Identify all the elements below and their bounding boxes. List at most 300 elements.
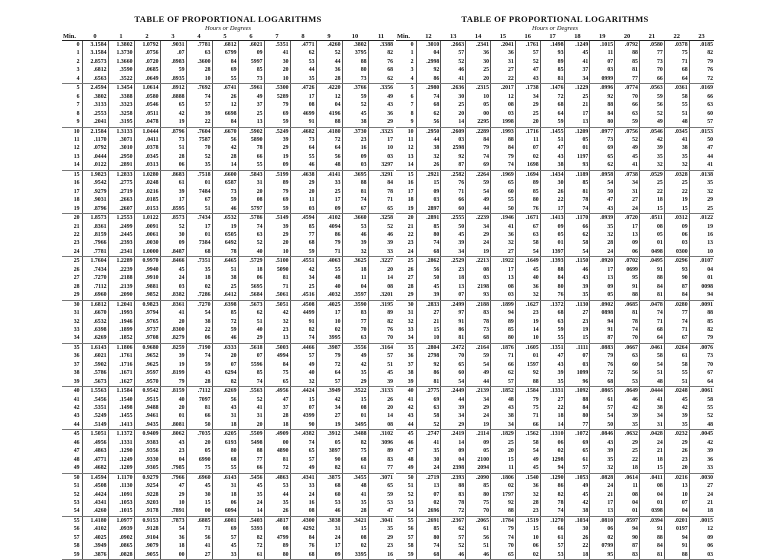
log-value-cell: .2090: [466, 473, 491, 482]
table-row: [62, 274, 394, 282]
log-value-cell: 32: [590, 231, 615, 239]
log-value-cell: 02: [540, 447, 565, 455]
log-value-cell: 2598: [441, 144, 466, 152]
left-table-subtitle: Hours or Degrees: [205, 25, 251, 32]
table-row: [396, 507, 714, 516]
log-value-cell: 59: [639, 93, 664, 101]
log-value-cell: 67: [664, 334, 689, 343]
table-row: [62, 387, 394, 396]
log-value-cell: .2164: [466, 343, 491, 352]
table-row: [62, 343, 394, 352]
log-value-cell: .8259: [160, 343, 186, 352]
log-value-cell: .1852: [108, 334, 134, 343]
log-value-cell: 35: [290, 75, 316, 84]
log-value-cell: .0185: [134, 196, 160, 204]
left-table-page: [62, 14, 394, 560]
log-value-cell: 29: [615, 439, 640, 447]
table-row: [396, 66, 714, 74]
log-value-cell: .4341: [290, 473, 316, 482]
log-value-cell: 00: [186, 507, 212, 516]
log-value-cell: 51: [664, 378, 689, 387]
log-value-cell: 18: [186, 274, 212, 282]
minute-cell: 31: [73, 310, 80, 317]
table-row: [62, 257, 394, 266]
log-value-cell: 72: [316, 361, 342, 369]
log-value-cell: .3695: [342, 170, 368, 179]
log-value-cell: 28: [590, 239, 615, 247]
left-header-8: 8: [290, 33, 316, 41]
log-value-cell: 54: [590, 412, 615, 420]
minute-cell: 21: [73, 223, 80, 230]
log-value-cell: 82: [689, 49, 714, 57]
log-value-cell: .2529: [441, 257, 466, 266]
log-value-cell: .0756: [615, 127, 640, 136]
log-value-cell: .2921: [416, 170, 441, 179]
log-value-cell: 30: [416, 456, 441, 464]
log-value-cell: .3195: [368, 300, 394, 309]
log-value-cell: 54: [590, 179, 615, 187]
table-row: [396, 161, 714, 170]
log-value-cell: .5003: [264, 343, 290, 352]
log-value-cell: .6269: [212, 387, 238, 396]
log-value-cell: 09: [689, 534, 714, 542]
log-value-cell: .5051: [264, 300, 290, 309]
log-value-cell: .1053: [565, 473, 590, 482]
log-value-cell: 08: [368, 421, 394, 430]
table-row: [62, 404, 394, 412]
log-value-cell: 18: [264, 421, 290, 430]
log-value-cell: 79: [689, 334, 714, 343]
log-value-cell: 45: [515, 464, 540, 473]
minute-cell: 23: [73, 240, 80, 247]
log-value-cell: 92: [441, 153, 466, 161]
log-value-cell: 67: [515, 223, 540, 231]
log-value-cell: .07: [160, 49, 186, 57]
right-header-22: 22: [664, 33, 689, 41]
log-value-cell: 54: [441, 378, 466, 387]
log-value-cell: 77: [290, 231, 316, 239]
log-value-cell: 70: [368, 334, 394, 343]
log-value-cell: .6960: [186, 473, 212, 482]
log-value-cell: 23: [664, 456, 689, 464]
log-value-cell: .3356: [368, 84, 394, 93]
log-value-cell: 84: [565, 404, 590, 412]
log-value-cell: 02: [515, 551, 540, 560]
log-value-cell: .3164: [368, 343, 394, 352]
log-value-cell: 45: [441, 231, 466, 239]
log-value-cell: 49: [290, 464, 316, 473]
left-table-body: [62, 41, 394, 560]
log-value-cell: 2798: [416, 352, 441, 360]
minute-cell: 41: [73, 396, 80, 403]
log-value-cell: 15: [664, 205, 689, 214]
log-value-cell: 30: [466, 58, 491, 66]
log-value-cell: .2188: [466, 300, 491, 309]
table-row: [62, 412, 394, 420]
log-value-cell: 64: [316, 144, 342, 152]
log-value-cell: 45: [238, 482, 264, 490]
log-value-cell: 35: [664, 421, 689, 430]
log-value-cell: 15: [515, 525, 540, 533]
log-value-cell: 63: [615, 352, 640, 360]
log-value-cell: .0248: [134, 179, 160, 187]
log-value-cell: .1170: [565, 214, 590, 223]
log-value-cell: .0580: [134, 93, 160, 101]
log-value-cell: .3522: [108, 75, 134, 84]
log-value-cell: .1393: [540, 257, 565, 266]
log-value-cell: 25: [441, 101, 466, 109]
log-value-cell: .1716: [108, 361, 134, 369]
log-value-cell: .6333: [212, 343, 238, 352]
log-value-cell: 30: [441, 93, 466, 101]
log-value-cell: 09: [264, 161, 290, 170]
table-row: [62, 179, 394, 187]
table-row: [396, 188, 714, 196]
log-value-cell: 75: [515, 404, 540, 412]
log-value-cell: 1.3454: [108, 84, 134, 93]
log-value-cell: 57: [490, 378, 515, 387]
log-value-cell: 44: [441, 396, 466, 404]
log-value-cell: 94: [540, 464, 565, 473]
log-value-cell: .1455: [540, 127, 565, 136]
log-value-cell: 52: [238, 239, 264, 247]
log-value-cell: 60: [615, 361, 640, 369]
log-value-cell: 85: [466, 482, 491, 490]
log-value-cell: 0898: [590, 309, 615, 317]
left-header-2: 2: [134, 33, 160, 41]
log-value-cell: .5456: [82, 396, 108, 404]
log-value-cell: .8796: [160, 127, 186, 136]
table-row: [62, 352, 394, 360]
table-row: [396, 421, 714, 430]
log-value-cell: 74: [565, 205, 590, 214]
log-value-cell: .3590: [108, 66, 134, 74]
table-row: [62, 188, 394, 196]
minute-cell: 6: [76, 93, 80, 100]
minute-cell: 2: [410, 58, 414, 65]
log-value-cell: 22: [664, 188, 689, 196]
table-row: [62, 84, 394, 93]
log-value-cell: .0977: [590, 127, 615, 136]
log-value-cell: .8595: [160, 205, 186, 214]
log-value-cell: 0699: [615, 266, 640, 274]
log-value-cell: 20: [664, 464, 689, 473]
minute-cell: 46: [407, 439, 414, 446]
log-value-cell: 38: [540, 161, 565, 170]
log-value-cell: 87: [441, 161, 466, 170]
log-value-cell: .7434: [82, 266, 108, 274]
log-value-cell: 40: [290, 369, 316, 377]
log-value-cell: 76: [540, 291, 565, 300]
table-row: [62, 482, 394, 490]
table-row: [396, 326, 714, 334]
minute-cell: 30: [407, 301, 414, 308]
log-value-cell: 70: [615, 93, 640, 101]
log-value-cell: 17: [615, 223, 640, 231]
log-value-cell: 16: [342, 144, 368, 152]
table-row: [396, 266, 714, 274]
right-header-row: [396, 33, 714, 41]
table-row: [396, 343, 714, 352]
log-value-cell: .5199: [264, 170, 290, 179]
minute-cell: 40: [407, 388, 414, 395]
log-value-cell: 34: [466, 396, 491, 404]
log-value-cell: .1249: [565, 41, 590, 50]
minute-cell: 19: [396, 205, 416, 214]
log-value-cell: 90: [664, 274, 689, 282]
log-value-cell: 50: [590, 188, 615, 196]
log-value-cell: 01: [186, 231, 212, 239]
log-value-cell: 44: [416, 136, 441, 144]
log-value-cell: 55: [238, 161, 264, 170]
log-value-cell: .0444: [82, 153, 108, 161]
log-value-cell: .0091: [134, 223, 160, 231]
minute-cell: 38: [73, 370, 80, 377]
log-value-cell: .2499: [441, 300, 466, 309]
log-value-cell: 89: [515, 179, 540, 187]
log-value-cell: 47: [160, 482, 186, 490]
table-row: [396, 179, 714, 187]
log-value-cell: 2398: [441, 464, 466, 473]
log-value-cell: 52: [515, 58, 540, 66]
log-value-cell: .0122: [689, 214, 714, 223]
log-value-cell: 45: [565, 491, 590, 499]
table-row: [62, 161, 394, 170]
log-value-cell: 3897: [316, 447, 342, 455]
log-value-cell: 70: [615, 334, 640, 343]
log-value-cell: 46: [565, 266, 590, 274]
log-value-cell: 28: [316, 75, 342, 84]
log-value-cell: 78: [212, 248, 238, 257]
log-value-cell: 82: [540, 491, 565, 499]
minute-cell: 59: [396, 551, 416, 560]
minute-cell: 13: [73, 153, 80, 160]
log-value-cell: .3949: [82, 542, 108, 550]
log-value-cell: 45: [615, 153, 640, 161]
log-value-cell: 55: [316, 266, 342, 274]
log-value-cell: 14: [515, 326, 540, 334]
log-value-cell: 58: [689, 396, 714, 404]
table-row: [62, 93, 394, 101]
table-row: [396, 439, 714, 447]
log-value-cell: .2239: [466, 214, 491, 223]
log-value-cell: 20: [368, 266, 394, 274]
log-value-cell: 39: [441, 404, 466, 412]
log-value-cell: .9383: [134, 439, 160, 447]
log-value-cell: 5797: [238, 205, 264, 214]
log-value-cell: 24: [615, 205, 640, 214]
log-value-cell: .0883: [590, 343, 615, 352]
log-value-cell: 48: [316, 274, 342, 282]
log-value-cell: .1290: [540, 473, 565, 482]
log-value-cell: 95: [590, 551, 615, 560]
log-value-cell: 34: [441, 412, 466, 420]
log-value-cell: 03: [664, 239, 689, 247]
log-value-cell: 25: [316, 188, 342, 196]
log-value-cell: 64: [316, 369, 342, 377]
log-value-cell: 63: [416, 404, 441, 412]
log-value-cell: .3258: [368, 214, 394, 223]
log-value-cell: 89: [368, 309, 394, 317]
log-value-cell: 48: [316, 161, 342, 170]
log-value-cell: 27: [540, 396, 565, 404]
log-value-cell: 60: [316, 491, 342, 499]
log-value-cell: 09: [590, 283, 615, 291]
log-value-cell: 57: [316, 378, 342, 387]
log-value-cell: 01: [515, 352, 540, 360]
log-value-cell: .1209: [108, 464, 134, 473]
right-header-21: 21: [639, 33, 664, 41]
log-value-cell: 81: [540, 75, 565, 84]
minute-cell: 41: [407, 396, 414, 403]
log-value-cell: 66: [238, 153, 264, 161]
log-value-cell: .2719: [108, 188, 134, 196]
log-value-cell: 80: [565, 412, 590, 420]
minute-cell: 25: [407, 258, 414, 265]
log-value-cell: .2188: [108, 274, 134, 282]
log-value-cell: .4466: [290, 343, 316, 352]
log-value-cell: 4292: [290, 525, 316, 533]
log-value-cell: .3258: [108, 110, 134, 118]
log-value-cell: 80: [490, 334, 515, 343]
log-value-cell: .1605: [515, 343, 540, 352]
log-value-cell: .0649: [615, 387, 640, 396]
log-value-cell: .7286: [186, 291, 212, 300]
log-value-cell: .1476: [540, 84, 565, 93]
log-value-cell: .9055: [134, 551, 160, 560]
log-value-cell: 26: [264, 507, 290, 516]
log-value-cell: .6885: [186, 516, 212, 525]
log-value-cell: 20: [466, 75, 491, 84]
log-value-cell: 58: [639, 352, 664, 360]
log-value-cell: 01: [689, 274, 714, 282]
log-value-cell: 23: [342, 136, 368, 144]
log-value-cell: 53: [540, 551, 565, 560]
log-value-cell: 44: [689, 153, 714, 161]
log-value-cell: 39: [416, 291, 441, 300]
minute-cell: 5: [410, 85, 414, 92]
log-value-cell: 74: [238, 378, 264, 387]
log-value-cell: 59: [264, 118, 290, 127]
log-value-cell: 82: [290, 326, 316, 334]
log-value-cell: .0792: [615, 41, 640, 50]
log-value-cell: 82: [689, 326, 714, 334]
log-value-cell: 11: [615, 482, 640, 490]
minute-cell: 54: [62, 507, 82, 516]
log-value-cell: 42: [290, 266, 316, 274]
log-value-cell: 66: [615, 101, 640, 109]
log-value-cell: 49: [615, 144, 640, 152]
log-value-cell: 02: [515, 153, 540, 161]
log-value-cell: .8796: [82, 205, 108, 214]
log-value-cell: 37: [264, 404, 290, 412]
log-value-cell: 7097: [186, 396, 212, 404]
log-value-cell: 57: [441, 534, 466, 542]
log-value-cell: .6532: [212, 214, 238, 223]
table-row: [396, 291, 714, 300]
log-value-cell: 46: [290, 161, 316, 170]
log-value-cell: 7384: [186, 239, 212, 247]
log-value-cell: 39: [342, 239, 368, 247]
log-value-cell: 77: [639, 49, 664, 57]
log-value-cell: .1150: [565, 257, 590, 266]
log-value-cell: 34: [290, 274, 316, 282]
log-value-cell: 43: [540, 153, 565, 161]
log-value-cell: .6600: [212, 170, 238, 179]
log-value-cell: .5249: [264, 127, 290, 136]
log-value-cell: 42: [264, 309, 290, 317]
log-value-cell: .0478: [134, 118, 160, 127]
log-value-cell: .6398: [212, 300, 238, 309]
log-value-cell: 65: [590, 153, 615, 161]
log-value-cell: 55: [540, 334, 565, 343]
minute-cell: 1: [76, 50, 80, 57]
log-value-cell: 05: [466, 447, 491, 455]
log-value-cell: .5351: [82, 404, 108, 412]
log-value-cell: 88: [664, 551, 689, 560]
log-value-cell: 32: [490, 239, 515, 247]
log-value-cell: 24: [590, 248, 615, 257]
log-value-cell: 3995: [316, 334, 342, 343]
log-value-cell: .0076: [689, 343, 714, 352]
table-row: [62, 473, 394, 482]
log-value-cell: 85: [238, 66, 264, 74]
log-value-cell: 07: [664, 499, 689, 507]
table-row: [396, 430, 714, 439]
minute-cell: 28: [407, 283, 414, 290]
table-row: [396, 110, 714, 118]
log-value-cell: 72: [441, 507, 466, 516]
log-value-cell: 24: [466, 412, 491, 420]
log-value-cell: .0328: [664, 170, 689, 179]
log-value-cell: 73: [639, 58, 664, 66]
left-header-5: 5: [212, 33, 238, 41]
log-value-cell: .6812: [82, 66, 108, 74]
log-value-cell: 13: [490, 274, 515, 282]
log-value-cell: 25: [689, 205, 714, 214]
log-value-cell: .5456: [238, 473, 264, 482]
log-value-cell: .2139: [466, 387, 491, 396]
table-row: [62, 464, 394, 473]
log-value-cell: .5684: [238, 291, 264, 300]
minute-cell: 12: [73, 145, 80, 152]
log-value-cell: .8279: [160, 334, 186, 343]
log-value-cell: .8573: [160, 214, 186, 223]
log-value-cell: 1.0000: [134, 248, 160, 257]
log-value-cell: 47: [540, 144, 565, 152]
minute-cell: 11: [74, 136, 80, 143]
log-value-cell: .5351: [264, 41, 290, 50]
log-value-cell: 50: [441, 223, 466, 231]
log-value-cell: .4063: [316, 257, 342, 266]
log-value-cell: 20: [264, 66, 290, 74]
log-value-cell: .5902: [238, 127, 264, 136]
log-value-cell: 36: [466, 49, 491, 57]
log-value-cell: 06: [689, 542, 714, 550]
log-value-cell: .0394: [639, 516, 664, 525]
log-value-cell: 41: [264, 49, 290, 57]
log-value-cell: 3395: [342, 551, 368, 560]
log-value-cell: 19: [565, 326, 590, 334]
log-value-cell: 14: [368, 412, 394, 420]
right-table-title: TABLE OF PROPORTIONAL LOGARITHMS: [461, 14, 649, 24]
log-value-cell: 41: [416, 439, 441, 447]
log-value-cell: .3195: [108, 118, 134, 127]
log-value-cell: 35: [540, 378, 565, 387]
log-value-cell: 37: [238, 101, 264, 109]
log-value-cell: 47: [540, 352, 565, 360]
log-value-cell: 63: [186, 49, 212, 57]
